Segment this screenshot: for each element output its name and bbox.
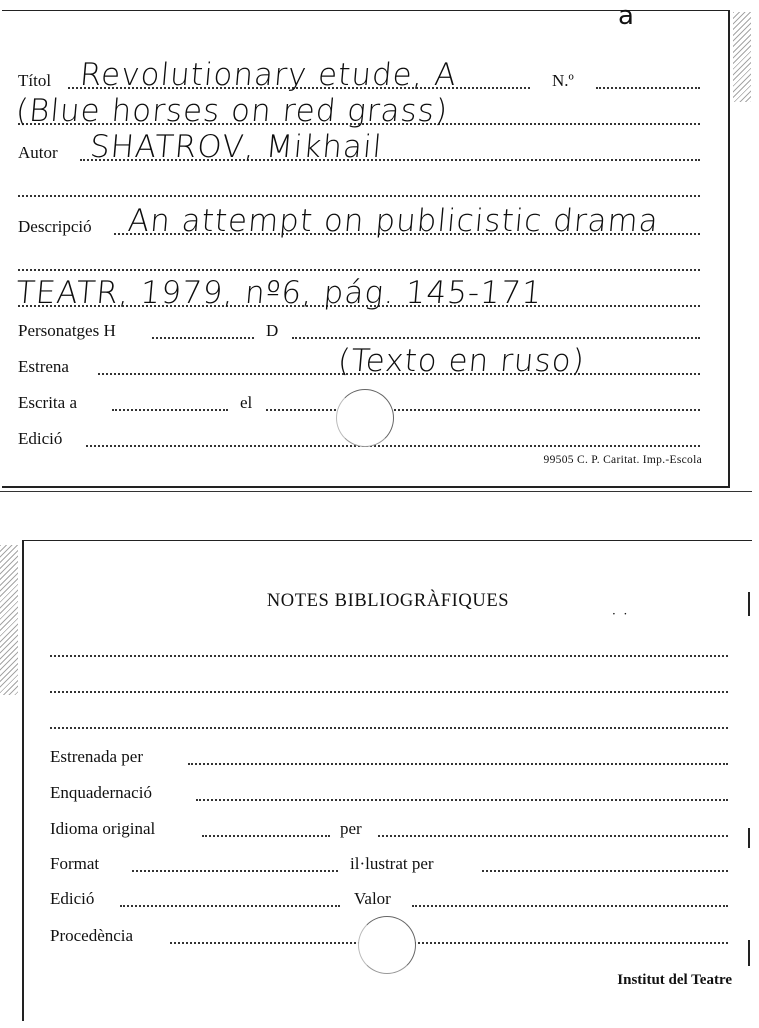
- characters-h-dotted-line: [152, 337, 254, 339]
- catalog-card-front: [2, 1, 730, 488]
- premiere-label: Estrena: [18, 357, 69, 376]
- premiered-by-row: [24, 739, 752, 769]
- characters-d-dotted-line: [292, 337, 700, 339]
- description-label: Descripció: [18, 217, 92, 236]
- source-handwritten: TEATR, 1979, nº6, pág. 145-171: [14, 275, 544, 311]
- edge-mark-2: [748, 828, 750, 848]
- title-handwritten: Revolutionary etude, A: [78, 57, 459, 93]
- edge-mark-3: [748, 940, 750, 966]
- printer-imprint: 99505 C. P. Caritat. Imp.-Escola: [543, 454, 702, 466]
- binding-dotted-line: [196, 799, 728, 801]
- author-row: [2, 129, 728, 165]
- binding-label: Enquadernació: [50, 783, 152, 802]
- blank-dotted-line-2: [18, 269, 700, 271]
- premiere-row: [2, 343, 728, 379]
- illustrated-by-dotted-line: [482, 870, 728, 872]
- edge-mark: [748, 592, 750, 616]
- notes-heading: NOTES BIBLIOGRÀFIQUES: [266, 591, 510, 611]
- author-label: Autor: [18, 143, 58, 162]
- title-row: [2, 57, 728, 93]
- provenance-dotted-line: [170, 942, 728, 944]
- premiere-handwritten: (Texto en ruso): [336, 343, 587, 379]
- number-dotted-line: [596, 87, 700, 89]
- punch-hole: [336, 389, 394, 447]
- notes-dotted-line-3: [50, 727, 728, 729]
- characters-row: [2, 313, 728, 343]
- original-language-dotted-line: [202, 835, 330, 837]
- characters-d-label: D: [266, 321, 279, 340]
- provenance-label: Procedència: [50, 926, 134, 945]
- corner-mark: a: [618, 1, 634, 31]
- scan-speckle-left: [0, 545, 18, 695]
- format-dotted-line: [132, 870, 338, 872]
- translator-label: per: [340, 819, 362, 838]
- card-separator: [0, 491, 752, 492]
- notes-line-3: [24, 703, 752, 733]
- blank-row-2: [2, 245, 728, 275]
- title-continuation-row: [2, 93, 728, 129]
- edition-dotted-line-2: [120, 905, 340, 907]
- title-label: Títol: [18, 71, 52, 90]
- edition-dotted-line: [86, 445, 700, 447]
- number-label: N.º: [552, 71, 574, 90]
- format-label: Format: [50, 854, 100, 873]
- value-label: Valor: [354, 889, 391, 908]
- blank-dotted-line: [18, 195, 700, 197]
- format-row: [24, 846, 752, 876]
- author-handwritten: SHATROV, Mikhail: [88, 129, 384, 165]
- title-continuation-handwritten: (Blue horses on red grass): [14, 93, 450, 129]
- notes-dotted-line-2: [50, 691, 728, 693]
- institution-footer: Institut del Teatre: [617, 972, 732, 988]
- description-row: [2, 203, 728, 239]
- characters-label: Personatges H: [18, 321, 116, 340]
- value-dotted-line: [412, 905, 728, 907]
- original-language-row: [24, 811, 752, 841]
- original-language-label: Idioma original: [50, 819, 156, 838]
- binding-row: [24, 775, 752, 805]
- description-handwritten: An attempt on publicistic drama: [126, 203, 661, 239]
- notes-dotted-line-1: [50, 655, 728, 657]
- stray-marks: · ·: [612, 607, 628, 621]
- source-row: [2, 275, 728, 311]
- edition-row-2: [24, 881, 752, 911]
- edition-label-2: Edició: [50, 889, 95, 908]
- premiered-by-label: Estrenada per: [50, 747, 143, 766]
- written-at-label: Escrita a: [18, 393, 77, 412]
- edition-label: Edició: [18, 429, 63, 448]
- translator-dotted-line: [378, 835, 728, 837]
- blank-row: [2, 171, 728, 201]
- written-date-dotted-line: [266, 409, 700, 411]
- punch-hole-2: [358, 916, 416, 974]
- illustrated-by-label: il·lustrat per: [350, 854, 434, 873]
- scan-speckle: [733, 12, 751, 102]
- catalog-card-back: [22, 540, 752, 1021]
- premiered-by-dotted-line: [188, 763, 728, 765]
- notes-line-2: [24, 667, 752, 697]
- written-date-label: el: [240, 393, 253, 412]
- written-at-dotted-line: [112, 409, 228, 411]
- notes-line-1: [24, 631, 752, 661]
